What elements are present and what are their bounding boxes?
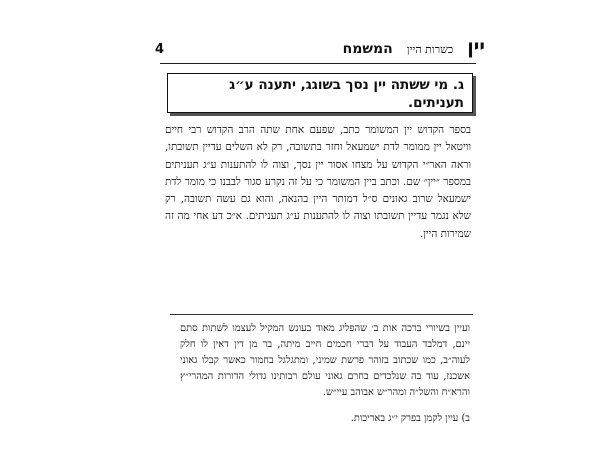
running-title-word: יין bbox=[467, 36, 485, 58]
running-subtitle: כשרות היין bbox=[406, 43, 454, 56]
body-paragraph: בספר הקדוש יין המשומר כתב, שפעם אחת שתה הרב הקדוש רבי חיים וויטאל יין ממומר לדת ישמעאל וחזר בתשובה, רק לא השלים עדיין תשובתו, וראה האר״י הקדוש על מצחו אסור יין נסך, וצוה לו להתענות ע״ג תעניתים במספר ״יין״ שם. וכתב ביין המשומר כי על זה נקרע סגור לבבנו כי מומר לדת ישמעאל שרוב גאונים ס״ל דמותר היין בהנאה, והוא גם עשה תשובה, רק שלא נגמר עדיין תשובתו וצוה לו להתענות ע״ג תעניתים. א״כ דע אחי מה זה שמירות היין. bbox=[165, 124, 471, 240]
footnote-2: ב) עיין לקמן בפרק י״ג באריכות. bbox=[350, 413, 470, 424]
page-number: 4 bbox=[155, 42, 165, 57]
header-right bbox=[343, 36, 485, 58]
page-header bbox=[155, 28, 485, 58]
footnote-1: ועיין בשיורי ברכה אות ב׳ שהפליג מאוד בעונש המקיל לעצמו לשתות סתם יינם, דמלבד העבוד על דברי חכמים חייב מיתה, בר מן דין דאין לו חלק לעוה״ב, כמו שכתוב בזוהר פרשת שמיני, ומתגלגל בחמור כאשר קבלו גאוני אשכנז, עוד בה שנלכדים בחרם גאוני עולם רבותינו גדולי הדורות המהרי״ץ והרא״ח והשל״ה ומהר״ש אבוהב עיי״ש. bbox=[180, 323, 470, 398]
footnote-rule bbox=[170, 314, 473, 315]
section-heading: ג. מי ששתה יין נסך בשוגג, יתענה ע״ג תעניתים. bbox=[167, 73, 473, 113]
book-name: המשמח bbox=[342, 41, 393, 57]
header-rule bbox=[160, 63, 476, 64]
